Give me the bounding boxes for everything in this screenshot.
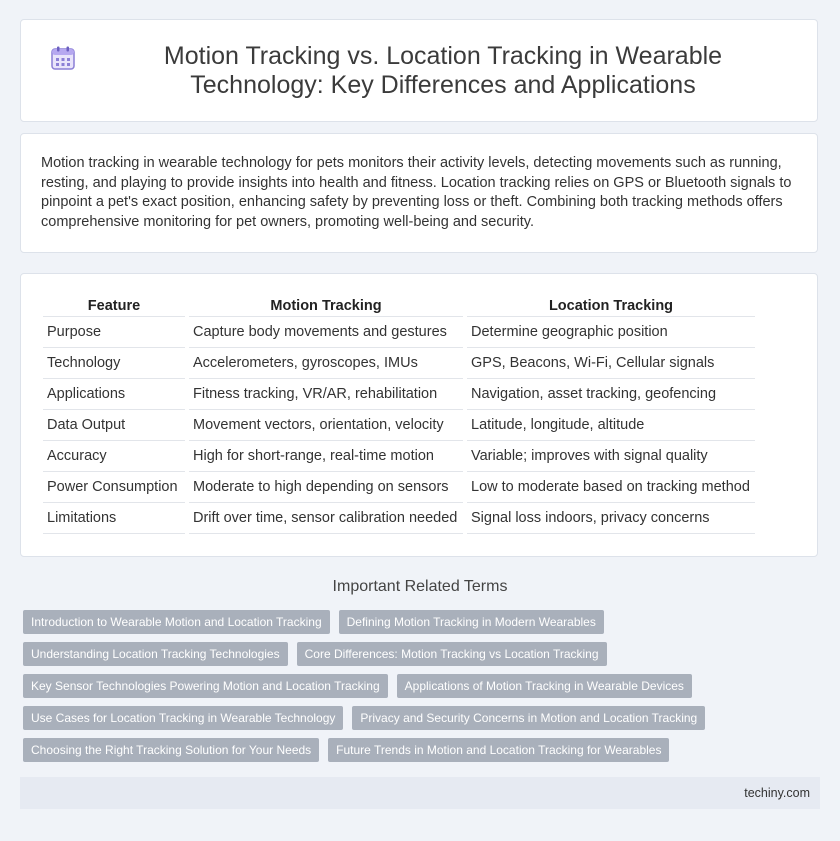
table-cell: Fitness tracking, VR/AR, rehabilitation [189,379,463,410]
related-term-tag[interactable]: Choosing the Right Tracking Solution for Your Needs [23,738,319,762]
table-row [43,472,755,503]
table-cell: GPS, Beacons, Wi-Fi, Cellular signals [467,348,755,379]
table-header-row [43,296,755,317]
related-terms-row [23,674,823,698]
related-term-tag[interactable]: Privacy and Security Concerns in Motion and Location Tracking [352,706,705,730]
related-term-tag[interactable]: Introduction to Wearable Motion and Location Tracking [23,610,330,634]
table-cell: Accelerometers, gyroscopes, IMUs [189,348,463,379]
table-cell: Moderate to high depending on sensors [189,472,463,503]
footer-brand[interactable]: techiny.com [744,786,810,800]
table-row [43,317,755,348]
table-cell: High for short-range, real-time motion [189,441,463,472]
table-cell: Limitations [43,503,185,534]
table-cell: Determine geographic position [467,317,755,348]
column-header: Location Tracking [467,296,755,317]
related-term-tag[interactable]: Use Cases for Location Tracking in Wearable Technology [23,706,343,730]
column-header: Motion Tracking [189,296,463,317]
table-row [43,348,755,379]
table-cell: Movement vectors, orientation, velocity [189,410,463,441]
page-title: Motion Tracking vs. Location Tracking in Wearable Technology: Key Differences and Applications [163,41,723,99]
related-term-tag[interactable]: Applications of Motion Tracking in Wearable Devices [397,674,692,698]
table-cell: Navigation, asset tracking, geofencing [467,379,755,410]
intro-text: Motion tracking in wearable technology for pets monitors their activity levels, detecting movements such as running, resting, and playing to provide insights into health and fitness. Location tracking relies on GPS or Bluetooth signals to pinpoint a pet's exact position, enhancing safety by preventing loss or theft. Combining both tracking methods offers comprehensive monitoring for pet owners, promoting well-being and security. [41,155,792,230]
column-header: Feature [43,296,185,317]
table-cell: Variable; improves with signal quality [467,441,755,472]
related-term-tag[interactable]: Defining Motion Tracking in Modern Wearables [339,610,604,634]
table-cell: Capture body movements and gestures [189,317,463,348]
table-row [43,410,755,441]
table-cell: Latitude, longitude, altitude [467,410,755,441]
table-cell: Drift over time, sensor calibration needed [189,503,463,534]
table-cell: Purpose [43,317,185,348]
table-cell: Low to moderate based on tracking method [467,472,755,503]
related-term-tag[interactable]: Core Differences: Motion Tracking vs Location Tracking [297,642,607,666]
intro-card [20,133,818,253]
related-term-tag[interactable]: Understanding Location Tracking Technologies [23,642,288,666]
comparison-table-card [20,273,818,557]
table-row [43,503,755,534]
table-cell: Data Output [43,410,185,441]
related-terms-list [23,610,823,770]
related-terms-row [23,706,823,730]
table-cell: Accuracy [43,441,185,472]
table-cell: Technology [43,348,185,379]
related-terms-row [23,738,823,762]
calendar-icon [50,45,76,71]
related-terms-row [23,642,823,666]
comparison-table [39,296,759,534]
table-cell: Applications [43,379,185,410]
table-row [43,379,755,410]
table-row [43,441,755,472]
table-cell: Signal loss indoors, privacy concerns [467,503,755,534]
footer [20,777,820,809]
related-term-tag[interactable]: Future Trends in Motion and Location Tracking for Wearables [328,738,669,762]
table-cell: Power Consumption [43,472,185,503]
related-terms-title: Important Related Terms [332,578,508,595]
related-term-tag[interactable]: Key Sensor Technologies Powering Motion and Location Tracking [23,674,388,698]
header-card [20,19,818,122]
related-terms-row [23,610,823,634]
